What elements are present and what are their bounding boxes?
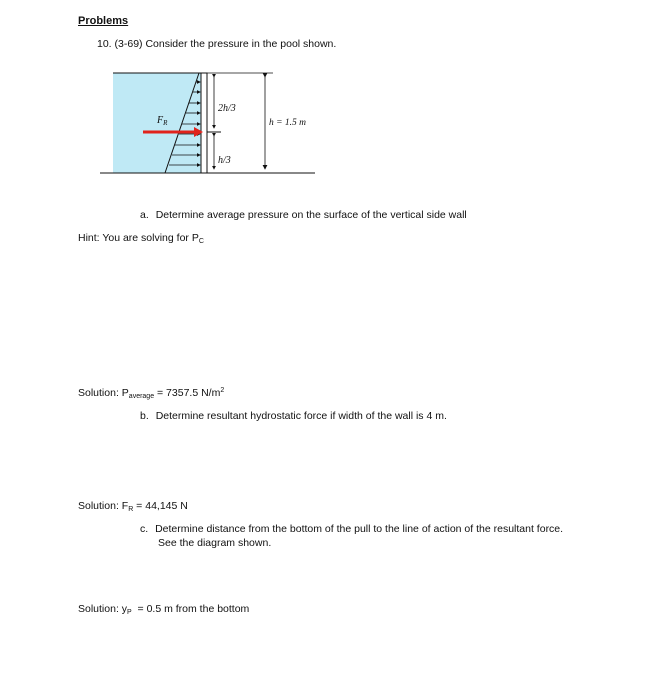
hint-text: Hint: You are solving for P [78,232,199,244]
part-b-letter: b. [140,410,149,422]
section-heading: Problems [78,15,129,27]
part-c-line2: See the diagram shown. [158,537,272,549]
problem-text: (3-69) Consider the pressure in the pool shown. [114,38,337,50]
problem-statement [97,38,336,50]
solution-b-sub: R [128,506,134,513]
solution-c-prefix: Solution: y [78,603,128,615]
side-wall [201,73,207,173]
hint [78,232,204,245]
height-label: h = 1.5 m [269,118,307,128]
solution-a-sub: average [128,393,155,400]
upper-label: 2h/3 [218,103,236,114]
part-c-letter: c. [140,523,149,535]
part-a [140,209,467,221]
pool-diagram [95,65,325,180]
part-b [140,410,447,422]
solution-c [78,603,249,616]
part-c [140,523,563,535]
solution-b-value: = 44,145 N [133,500,188,512]
solution-b-prefix: Solution: F [78,500,129,512]
solution-c-value: = 0.5 m from the bottom [131,603,250,615]
lower-label: h/3 [218,155,231,166]
part-a-letter: a. [140,209,149,221]
part-c-line1: Determine distance from the bottom of the pull to the line of action of the resultant force. [155,523,564,535]
part-a-text: Determine average pressure on the surface of the vertical side wall [155,209,467,221]
problem-number: 10. [97,38,112,50]
solution-a-prefix: Solution: P [78,387,129,399]
hint-sub: C [198,238,204,245]
solution-a [78,387,224,400]
solution-c-sub: P [127,609,132,616]
solution-a-value: = 7357.5 N/m [154,387,221,399]
force-label: $F_R$ [157,115,168,127]
solution-a-sup: 2 [220,387,225,394]
solution-b [78,500,188,513]
part-b-text: Determine resultant hydrostatic force if width of the wall is 4 m. [155,410,447,422]
